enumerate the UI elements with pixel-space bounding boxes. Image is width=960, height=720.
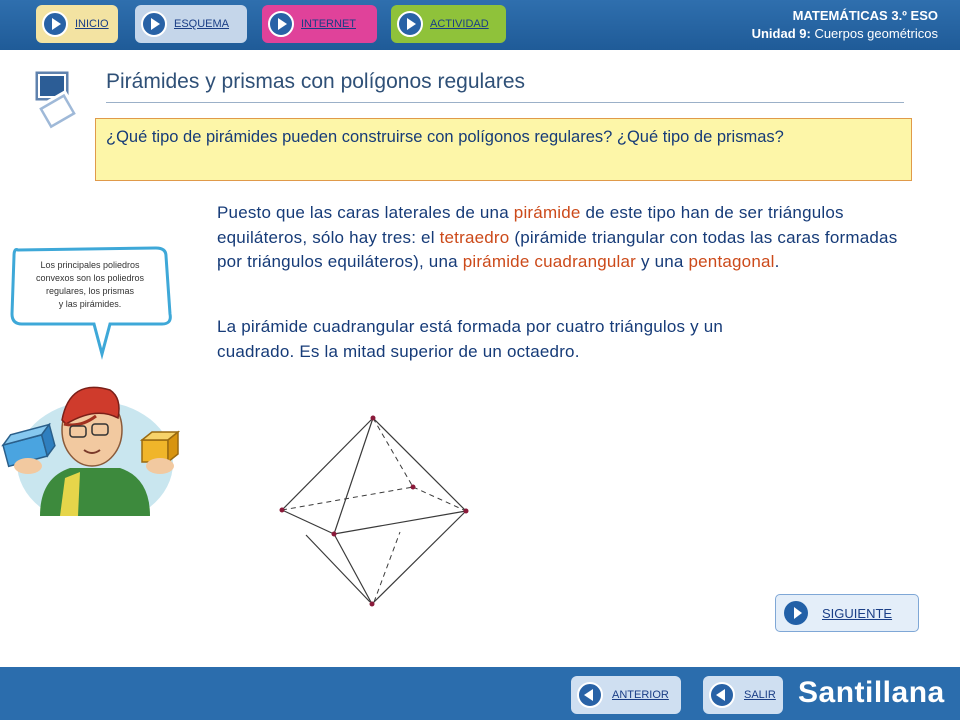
internet-button[interactable] bbox=[262, 5, 377, 43]
document-icon bbox=[28, 68, 82, 132]
brand-logo: Santillana bbox=[798, 676, 945, 709]
bubble-line: convexos son los poliedros bbox=[35, 273, 145, 283]
play-icon bbox=[268, 11, 294, 37]
inicio-label: INICIO bbox=[75, 18, 109, 30]
boy-illustration bbox=[0, 368, 190, 516]
play-icon bbox=[784, 601, 808, 625]
bubble-line: y las pirámides. bbox=[58, 299, 122, 309]
internet-label: INTERNET bbox=[301, 18, 356, 30]
anterior-button[interactable] bbox=[571, 676, 681, 714]
inicio-button[interactable] bbox=[36, 5, 118, 43]
esquema-button[interactable] bbox=[135, 5, 247, 43]
highlight-piramide: pirámide bbox=[513, 203, 581, 222]
page-title: Pirámides y prismas con polígonos regulares bbox=[106, 70, 526, 93]
back-icon bbox=[577, 682, 603, 708]
siguiente-button[interactable] bbox=[775, 594, 919, 632]
bubble-line: Los principales poliedros bbox=[40, 260, 140, 270]
play-icon bbox=[141, 11, 167, 37]
course-title: MATEMÁTICAS 3.º ESO bbox=[792, 8, 938, 23]
text: Puesto que las caras laterales de una bbox=[217, 203, 514, 222]
actividad-button[interactable] bbox=[391, 5, 506, 43]
unit-line bbox=[752, 25, 938, 43]
play-icon bbox=[397, 11, 423, 37]
anterior-label: ANTERIOR bbox=[612, 689, 669, 701]
esquema-label: ESQUEMA bbox=[174, 18, 230, 30]
octahedron-figure bbox=[270, 408, 480, 618]
question-box: ¿Qué tipo de pirámides pueden construirse con polígonos regulares? ¿Qué tipo de prismas? bbox=[95, 118, 912, 181]
paragraph-square-pyramid: La pirámide cuadrangular está formada por cuatro triángulos y un cuadrado. Es la mitad superior de un octaedro. bbox=[217, 317, 724, 361]
salir-button[interactable] bbox=[703, 676, 783, 714]
text: de este tipo han de ser triángulos equiláteros, sólo hay tres: el bbox=[217, 203, 844, 247]
speech-bubble bbox=[6, 244, 176, 360]
unit-label: Unidad 9: bbox=[751, 26, 811, 41]
highlight-piramide-cuadrangular: pirámide cuadrangular bbox=[462, 252, 637, 271]
text: (pirámide triangular con todas las caras formadas por triángulos equiláteros), una bbox=[217, 227, 898, 271]
paragraph-pyramids bbox=[217, 201, 917, 275]
play-icon bbox=[42, 11, 68, 37]
bubble-line: regulares, los prismas bbox=[45, 286, 135, 296]
title-divider bbox=[106, 102, 904, 103]
siguiente-label: SIGUIENTE bbox=[822, 605, 893, 621]
unit-title: Cuerpos geométricos bbox=[814, 26, 938, 41]
text: y una bbox=[636, 252, 689, 271]
salir-label: SALIR bbox=[744, 689, 776, 701]
highlight-pentagonal: pentagonal bbox=[688, 252, 775, 271]
actividad-label: ACTIVIDAD bbox=[430, 18, 489, 30]
course-header bbox=[752, 7, 938, 43]
highlight-tetraedro: tetraedro bbox=[439, 227, 510, 247]
back-icon bbox=[709, 682, 735, 708]
text: . bbox=[774, 252, 780, 271]
